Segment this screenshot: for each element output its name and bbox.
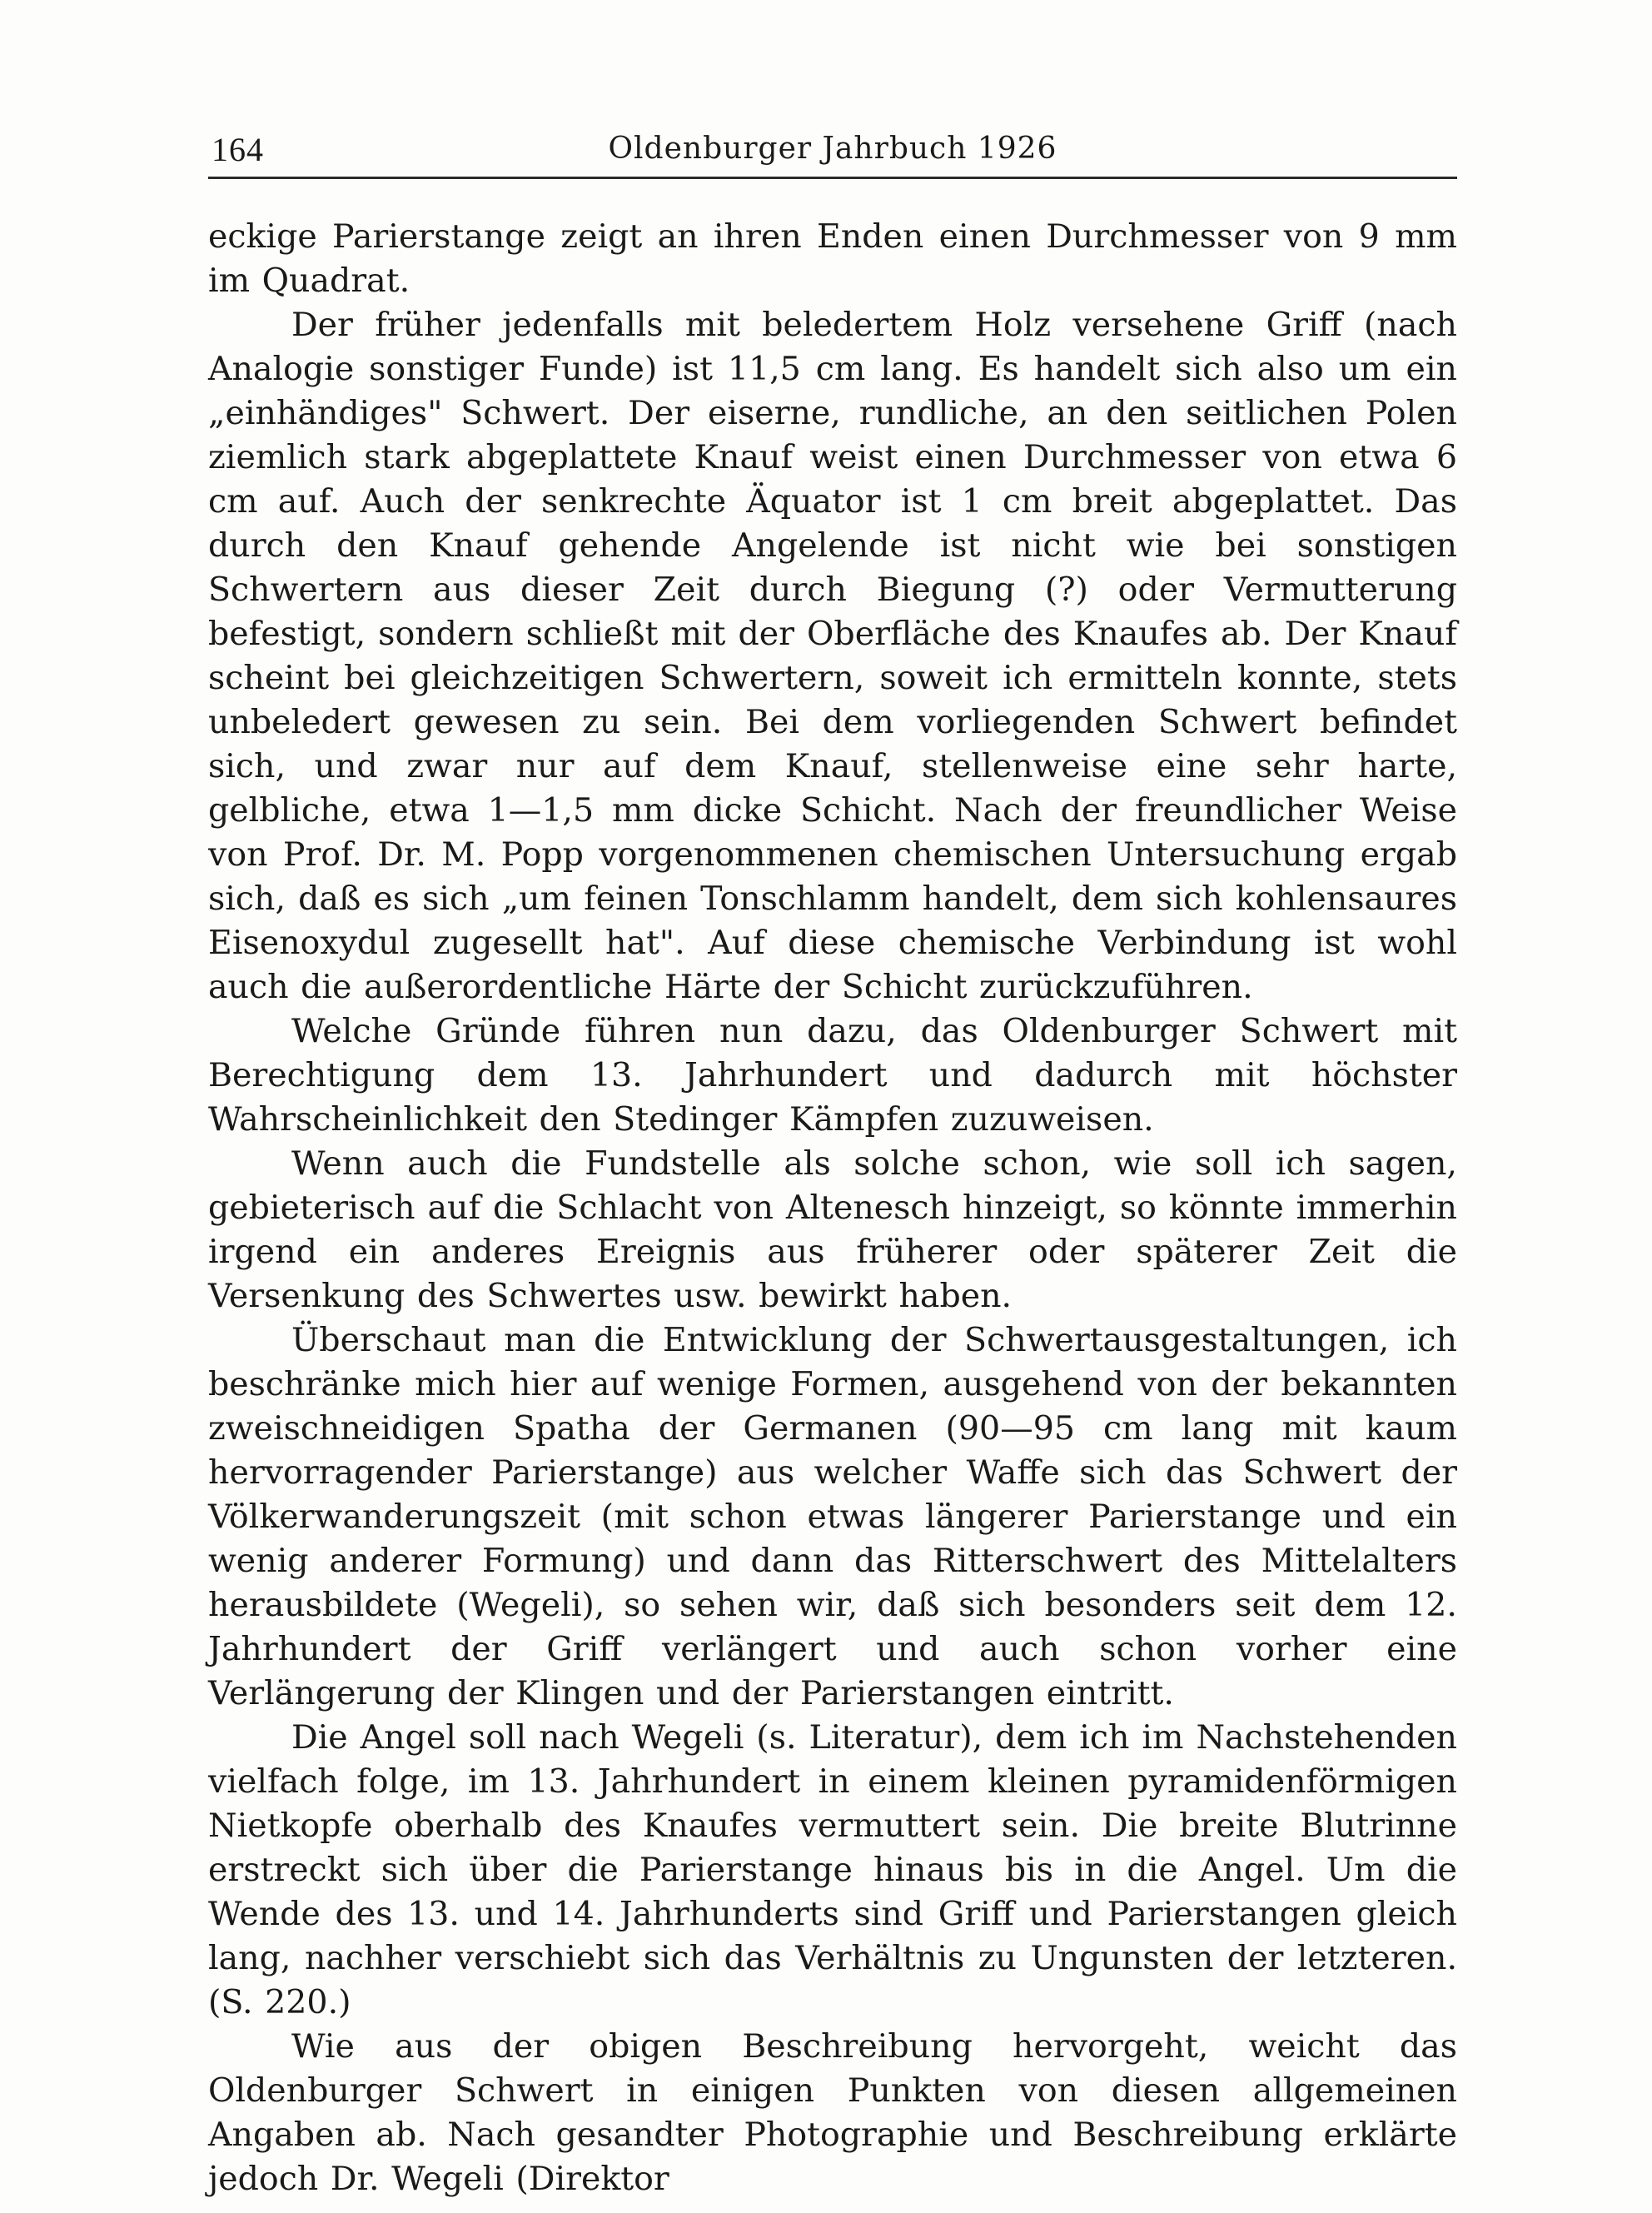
page-number: 164	[211, 131, 264, 168]
running-title: Oldenburger Jahrbuch 1926	[608, 132, 1057, 166]
paragraph-2: Der früher jedenfalls mit beledertem Holz versehene Griff (nach Analogie sonstiger Funde) ist 11,5 cm lang. Es handelt sich also um ein „einhändiges" Schwert. Der eiserne, rundliche, an den seitlichen Polen ziemlich stark abgeplattete Knauf weist einen Durchmesser von etwa 6 cm auf. Auch der senkrechte Äquator ist 1 cm breit abgeplattet. Das durch den Knauf gehende Angelende ist nicht wie bei sonstigen Schwertern aus dieser Zeit durch Biegung (?) oder Vermutterung befestigt, sondern schließt mit der Oberfläche des Knaufes ab. Der Knauf scheint bei gleichzeitigen Schwertern, soweit ich ermitteln konnte, stets unbeledert gewesen zu sein. Bei dem vorliegenden Schwert befindet sich, und zwar nur auf dem Knauf, stellenweise eine sehr harte, gelbliche, etwa 1—1,5 mm dicke Schicht. Nach der freundlicher Weise von Prof. Dr. M. Popp vorgenommenen chemischen Untersuchung ergab sich, daß es sich „um feinen Tonschlamm handelt, dem sich kohlensaures Eisenoxydul zugesellt hat". Auf diese chemische Verbindung ist wohl auch die außerordentliche Härte der Schicht zurückzuführen.	[208, 306, 1457, 1006]
paragraph-5: Überschaut man die Entwicklung der Schwertausgestaltungen, ich beschränke mich hier auf wenige Formen, ausgehend von der bekannten zweischneidigen Spatha der Germanen (90—95 cm lang mit kaum hervorragender Parierstange) aus welcher Waffe sich das Schwert der Völkerwanderungszeit (mit schon etwas längerer Parierstange und ein wenig anderer Formung) und dann das Ritterschwert des Mittelalters herausbildete (Wegeli), so sehen wir, daß sich besonders seit dem 12. Jahrhundert der Griff verlängert und auch schon vorher eine Verlängerung der Klingen und der Parierstangen eintritt.	[208, 1321, 1457, 1712]
paragraph-4: Wenn auch die Fundstelle als solche schon, wie soll ich sagen, gebieterisch auf die Schlacht von Altenesch hinzeigt, so könnte immerhin irgend ein anderes Ereignis aus früherer oder späterer Zeit die Versenkung des Schwertes usw. bewirkt haben.	[208, 1144, 1457, 1315]
body-text	[208, 215, 1457, 2201]
paragraph-1: eckige Parierstange zeigt an ihren Enden einen Durchmesser von 9 mm im Quadrat.	[208, 217, 1457, 300]
paragraph-3: Welche Gründe führen nun dazu, das Oldenburger Schwert mit Berechtigung dem 13. Jahrhundert und dadurch mit höchster Wahrscheinlichkeit den Stedinger Kämpfen zuzuweisen.	[208, 1012, 1457, 1139]
page-header	[208, 125, 1457, 179]
paragraph-7: Wie aus der obigen Beschreibung hervorgeht, weicht das Oldenburger Schwert in einigen Punkten von diesen allgemeinen Angaben ab. Nach gesandter Photographie und Beschreibung erklärte jedoch Dr. Wegeli (Direktor	[208, 2027, 1457, 2198]
paragraph-6: Die Angel soll nach Wegeli (s. Literatur), dem ich im Nachstehenden vielfach folge, im 13. Jahrhundert in einem kleinen pyramidenförmigen Nietkopfe oberhalb des Knaufes vermuttert sein. Die breite Blutrinne erstreckt sich über die Parierstange hinaus bis in die Angel. Um die Wende des 13. und 14. Jahrhunderts sind Griff und Parierstangen gleich lang, nachher verschiebt sich das Verhältnis zu Ungunsten der letzteren. (S. 220.)	[208, 1718, 1457, 2021]
